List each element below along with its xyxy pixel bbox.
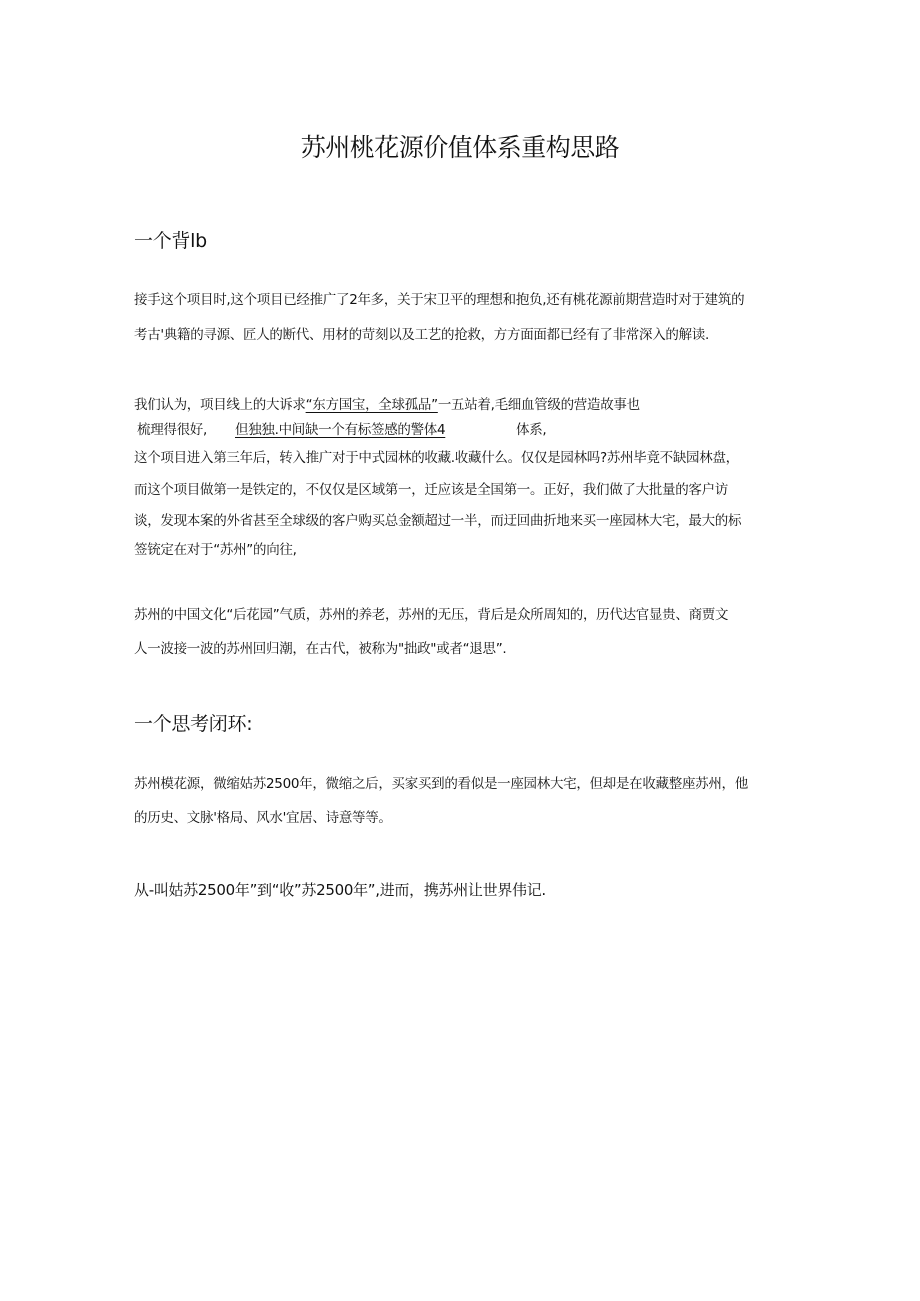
- paragraph-line: 谈，发现本案的外省甚至全球级的客户购买总金额超过一半，而迂回曲折地来买一座园林大宅，最大的标: [134, 513, 742, 529]
- paragraph-line-part: 体系,: [516, 422, 547, 438]
- paragraph-line: 苏州模花源，微缩姑苏2500年，微缩之后，买家买到的看似是一座园林大宅，但却是在收藏整座苏州，他: [134, 776, 748, 792]
- paragraph-line: 接手这个项目时,这个项目已经推广了2年多，关于宋卫平的理想和抱负,还有桃花源前期营造时对于建筑的: [134, 292, 745, 308]
- text-run: 我们认为，项目线上的大诉求: [134, 397, 306, 413]
- paragraph-line: 考古'典籍的寻源、匠人的断代、用材的苛刻以及工艺的抢救，方方面面都已经有了非常深入的解读.: [134, 327, 710, 343]
- underlined-slogan: “东方国宝，全球孤品”: [305, 397, 438, 413]
- paragraph-line: 这个项目进入第三年后，转入推广对于中式园林的收藏.收藏什么。仅仅是园林吗?苏州毕竟不缺园林盘，: [134, 450, 739, 466]
- paragraph-line: 而这个项目做第一是铁定的，不仅仅是区域第一，迁应该是全国第一。正好，我们做了大批量的客户访: [134, 482, 728, 498]
- underlined-missing-system: 但独独.中间缺一个有标签感的警体4: [235, 422, 446, 438]
- section-heading-thinking-loop: 一个思考闭环:: [134, 713, 253, 735]
- paragraph-line: 的历史、文脉'格局、风水'宜居、诗意等等。: [134, 810, 392, 826]
- paragraph-line: 人一波接一波的苏州回归潮，在古代，被称为"拙政"或者“退思”.: [134, 641, 507, 657]
- paragraph-line-part: 梳理得很好,: [137, 422, 207, 438]
- paragraph-line: [134, 395, 640, 415]
- paragraph-line: 签铳定在对于“苏州”的向往,: [134, 542, 297, 558]
- closing-statement: 从-叫姑苏2500年”到“收”苏2500年”,进而，携苏州让世界伟记.: [134, 881, 546, 899]
- document-title: 苏州桃花源价值体系重构思路: [300, 133, 620, 162]
- text-run: 一五站着,毛细血管级的营造故事也: [437, 397, 640, 413]
- section-heading-background: 一个背lb: [134, 230, 207, 252]
- paragraph-line: 苏州的中国文化“后花园”气质，苏州的养老，苏州的无压，背后是众所周知的，历代达官显贵、商贾文: [134, 607, 729, 623]
